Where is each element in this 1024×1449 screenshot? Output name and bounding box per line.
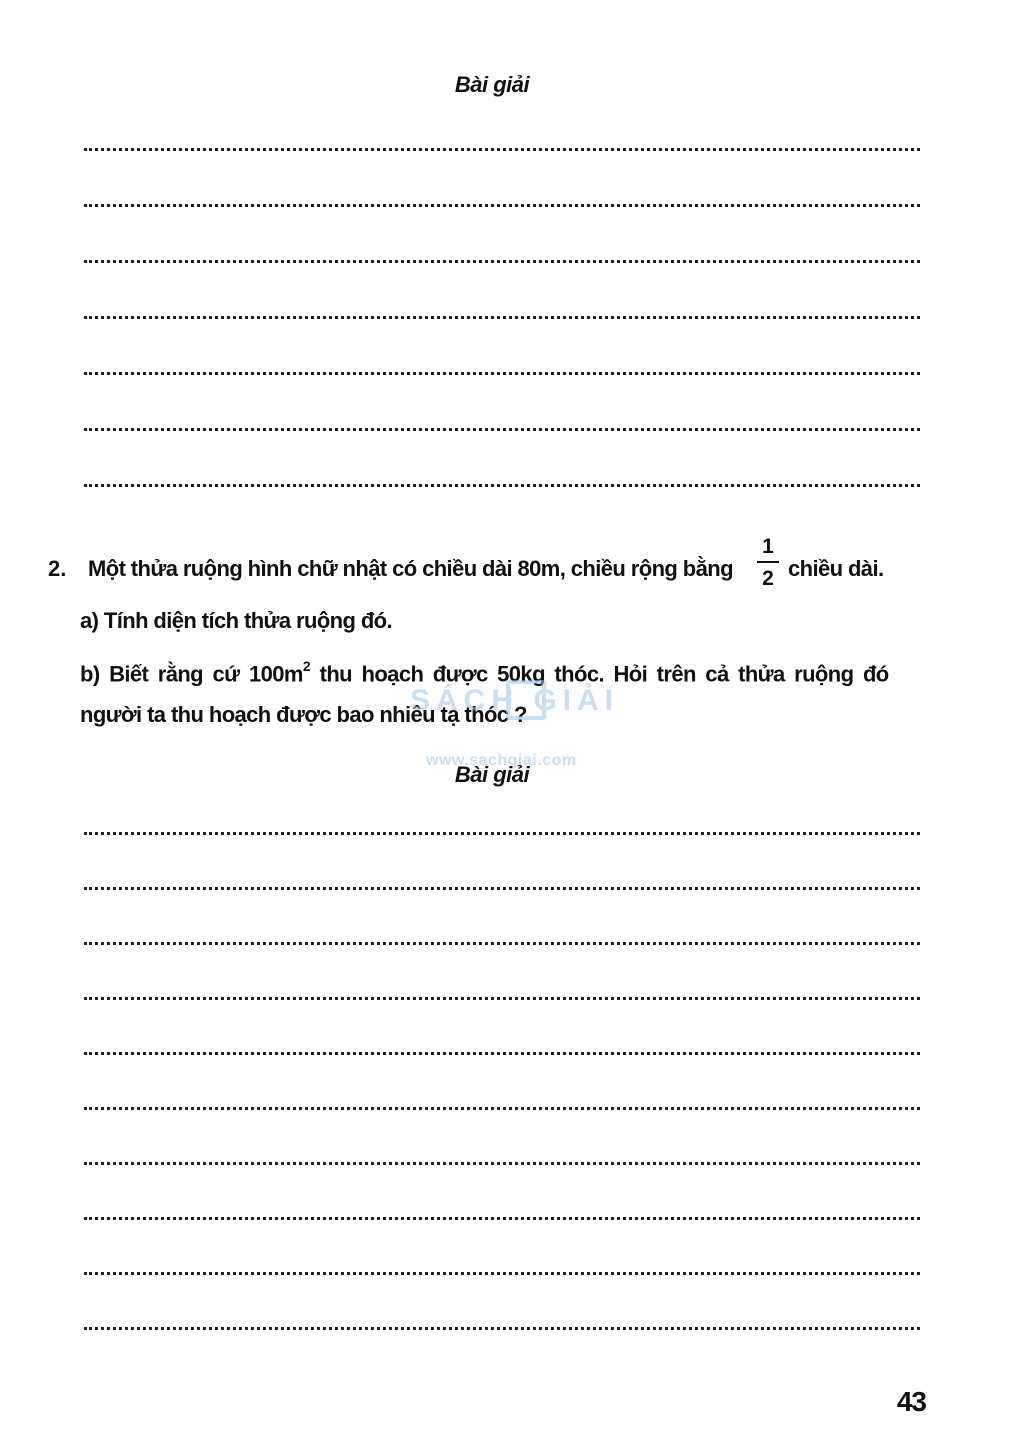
answer-line bbox=[84, 484, 920, 487]
part-b-start: b) Biết rằng cứ 100m bbox=[80, 661, 303, 687]
solution-heading-1: Bài giải bbox=[454, 72, 530, 97]
fraction-denominator: 2 bbox=[762, 567, 774, 590]
answer-line bbox=[84, 428, 920, 431]
answer-line bbox=[84, 372, 920, 375]
answer-line bbox=[84, 1052, 920, 1055]
fraction-numerator: 1 bbox=[762, 535, 774, 558]
answer-line bbox=[84, 1272, 920, 1275]
fraction-bar bbox=[757, 561, 779, 563]
problem-number: 2. bbox=[48, 556, 67, 581]
answer-line bbox=[84, 832, 920, 835]
part-b-rest: thu hoạch được 50kg thóc. Hỏi trên cả thửa ruộng đó bbox=[310, 661, 889, 687]
fraction-one-half bbox=[757, 536, 779, 589]
problem-statement: Một thửa ruộng hình chữ nhật có chiều dài 80m, chiều rộng bằng bbox=[88, 556, 733, 581]
watermark-text: SÁCH GIẢI bbox=[410, 684, 620, 717]
solution-heading-2: Bài giải bbox=[454, 762, 530, 787]
answer-line bbox=[84, 887, 920, 890]
answer-line bbox=[84, 316, 920, 319]
answer-line bbox=[84, 260, 920, 263]
problem-part-b bbox=[80, 660, 926, 687]
answer-line bbox=[84, 1217, 920, 1220]
problem-part-a: a) Tính diện tích thửa ruộng đó. bbox=[80, 608, 393, 633]
watermark-url: www.sachgiai.com bbox=[426, 752, 577, 769]
answer-line bbox=[84, 1162, 920, 1165]
answer-line bbox=[84, 148, 920, 151]
answer-line bbox=[84, 204, 920, 207]
problem-statement-end: chiều dài. bbox=[788, 556, 884, 581]
answer-line bbox=[84, 997, 920, 1000]
answer-line bbox=[84, 1327, 920, 1330]
squared-superscript: 2 bbox=[302, 658, 311, 674]
page-number: 43 bbox=[896, 1386, 926, 1417]
problem-part-b-line2: người ta thu hoạch được bao nhiêu tạ thóc ? bbox=[80, 702, 527, 727]
answer-line bbox=[84, 1107, 920, 1110]
answer-line bbox=[84, 942, 920, 945]
